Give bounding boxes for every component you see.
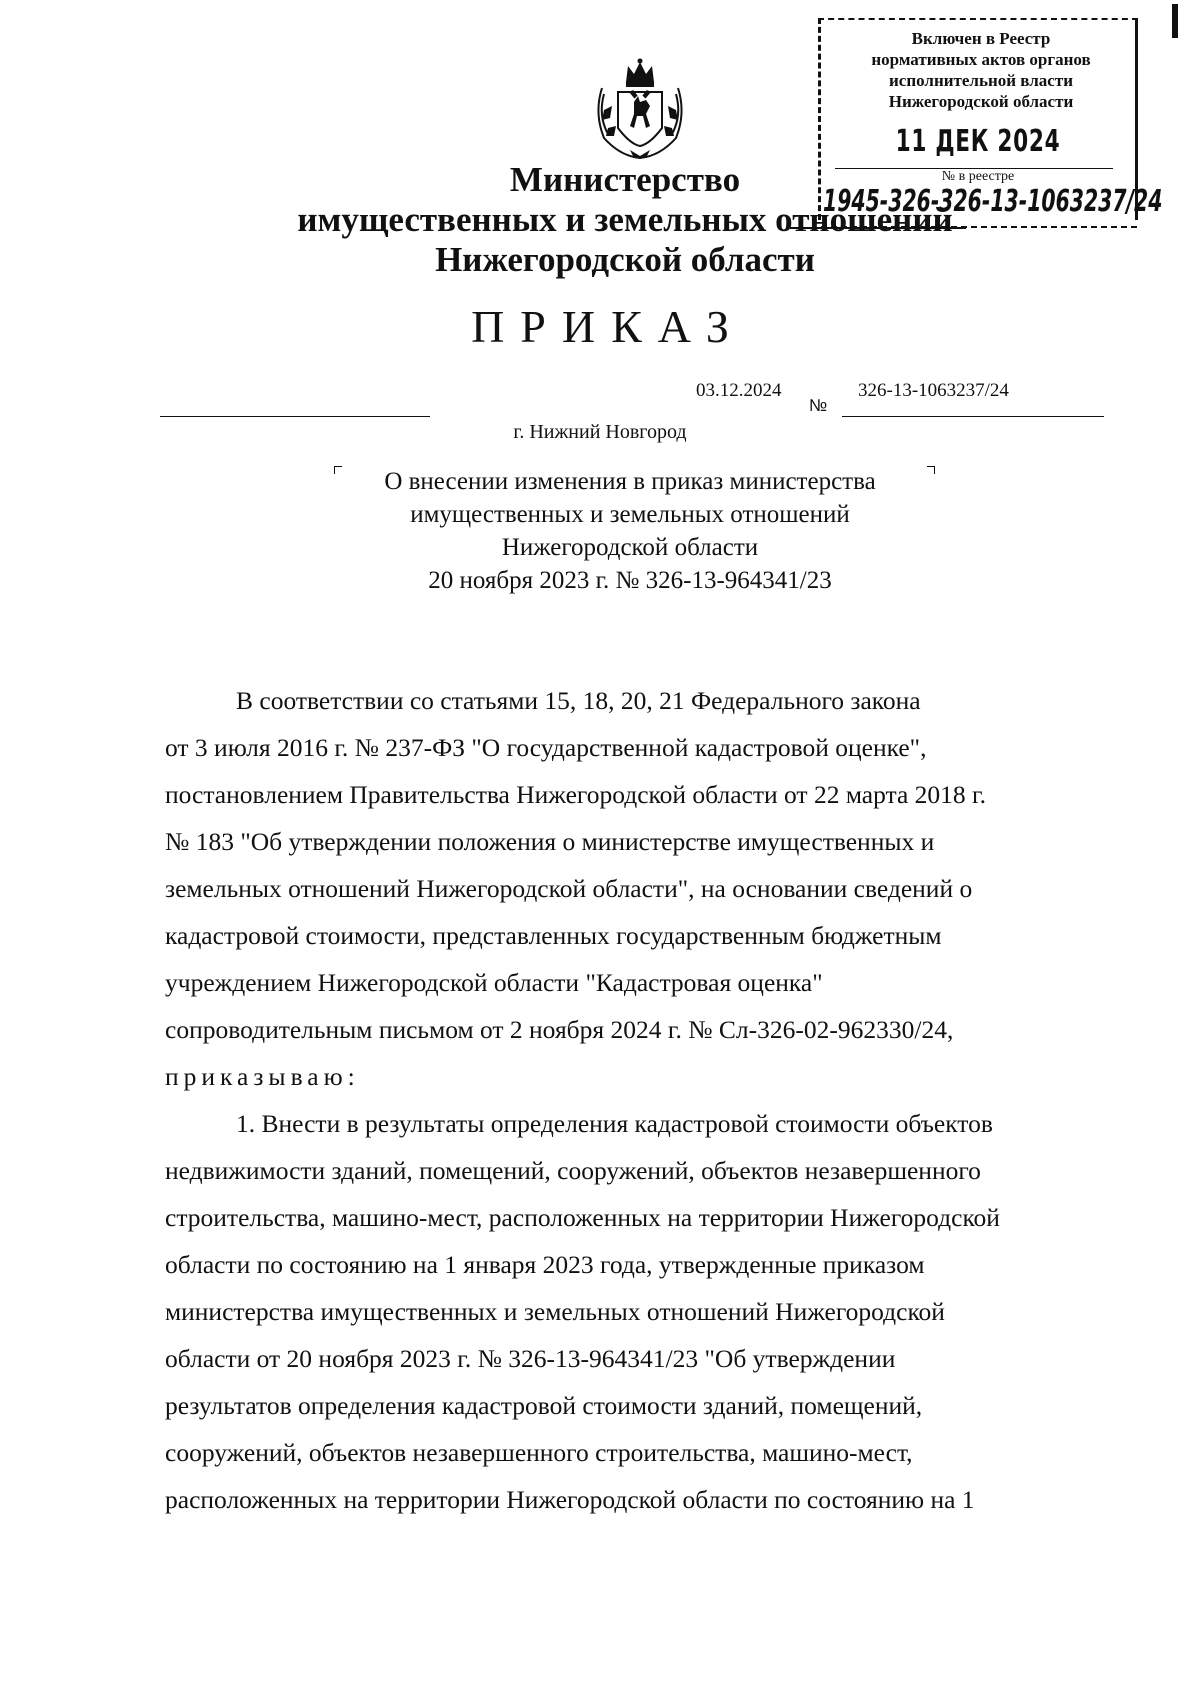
subject-line: Нижегородской области xyxy=(501,534,759,561)
body-line: сооружений, объектов незавершенного строительства, машино-мест, xyxy=(165,1438,913,1467)
body-line: учреждением Нижегородской области "Кадастровая оценка" xyxy=(165,968,823,997)
ministry-name-line-3: Нижегородской области xyxy=(435,240,815,279)
body-line: № 183 "Об утверждении положения о министерстве имущественных и xyxy=(165,827,935,856)
order-number: 326-13-1063237/24 xyxy=(858,380,1009,401)
ministry-name-line-1: Министерство xyxy=(509,160,741,199)
body-line: сопроводительным письмом от 2 ноября 2024 г. № Сл-326-02-962330/24, xyxy=(165,1015,954,1044)
body-line: земельных отношений Нижегородской области", на основании сведений о xyxy=(165,874,973,903)
stamp-caption: № в реестре xyxy=(941,169,1015,184)
order-number-label: № xyxy=(809,396,828,415)
body-line: министерства имущественных и земельных отношений Нижегородской xyxy=(165,1297,945,1326)
subject-line: 20 ноября 2023 г. № 326-13-964341/23 xyxy=(428,567,832,594)
body-line: области по состоянию на 1 января 2023 года, утвержденные приказом xyxy=(165,1250,925,1279)
stamp-line-4: Нижегородской области xyxy=(888,92,1074,111)
coat-of-arms-emblem xyxy=(590,58,690,162)
body-line: строительства, машино-мест, расположенных на территории Нижегородской xyxy=(165,1203,1000,1232)
body-line: области от 20 ноября 2023 г. № 326-13-964341/23 "Об утверждении xyxy=(165,1344,896,1373)
body-line: расположенных на территории Нижегородской области по состоянию на 1 xyxy=(165,1485,975,1514)
order-subject xyxy=(300,465,960,597)
date-underline xyxy=(160,416,430,417)
body-line: 1. Внести в результаты определения кадастровой стоимости объектов xyxy=(236,1109,993,1138)
body-line: В соответствии со статьями 15, 18, 20, 21 Федерального закона xyxy=(236,686,921,715)
ministry-name-line-2: имущественных и земельных отношений xyxy=(297,200,953,239)
stamp-line-3: исполнительной власти xyxy=(889,71,1073,90)
stamp-line-2: нормативных актов органов xyxy=(871,50,1091,69)
subject-line: имущественных и земельных отношений xyxy=(410,501,850,528)
stamp-registry-number: 1945-326-326-13-1063237/24 xyxy=(823,184,1163,219)
body-line: приказываю: xyxy=(165,1062,360,1091)
order-date: 03.12.2024 xyxy=(696,380,782,401)
body-line: постановлением Правительства Нижегородской области от 22 марта 2018 г. xyxy=(165,780,986,809)
stamp-date: 11 ДЕК 2024 xyxy=(895,124,1061,159)
body-line: недвижимости зданий, помещений, сооружений, объектов незавершенного xyxy=(165,1156,981,1185)
corner-mark xyxy=(1172,4,1178,38)
document-type-title: ПРИКАЗ xyxy=(471,301,745,352)
stamp-text xyxy=(835,28,1127,112)
subject-line: О внесении изменения в приказ министерства xyxy=(384,468,876,495)
body-line: результатов определения кадастровой стоимости зданий, помещений, xyxy=(165,1391,923,1420)
stamp-strike-line xyxy=(790,227,966,229)
number-underline xyxy=(842,416,1104,417)
stamp-line-1: Включен в Реестр xyxy=(911,29,1051,48)
city: г. Нижний Новгород xyxy=(513,421,687,443)
body-line: кадастровой стоимости, представленных государственным бюджетным xyxy=(165,921,942,950)
body-line: от 3 июля 2016 г. № 237-ФЗ "О государственной кадастровой оценке", xyxy=(165,733,927,762)
